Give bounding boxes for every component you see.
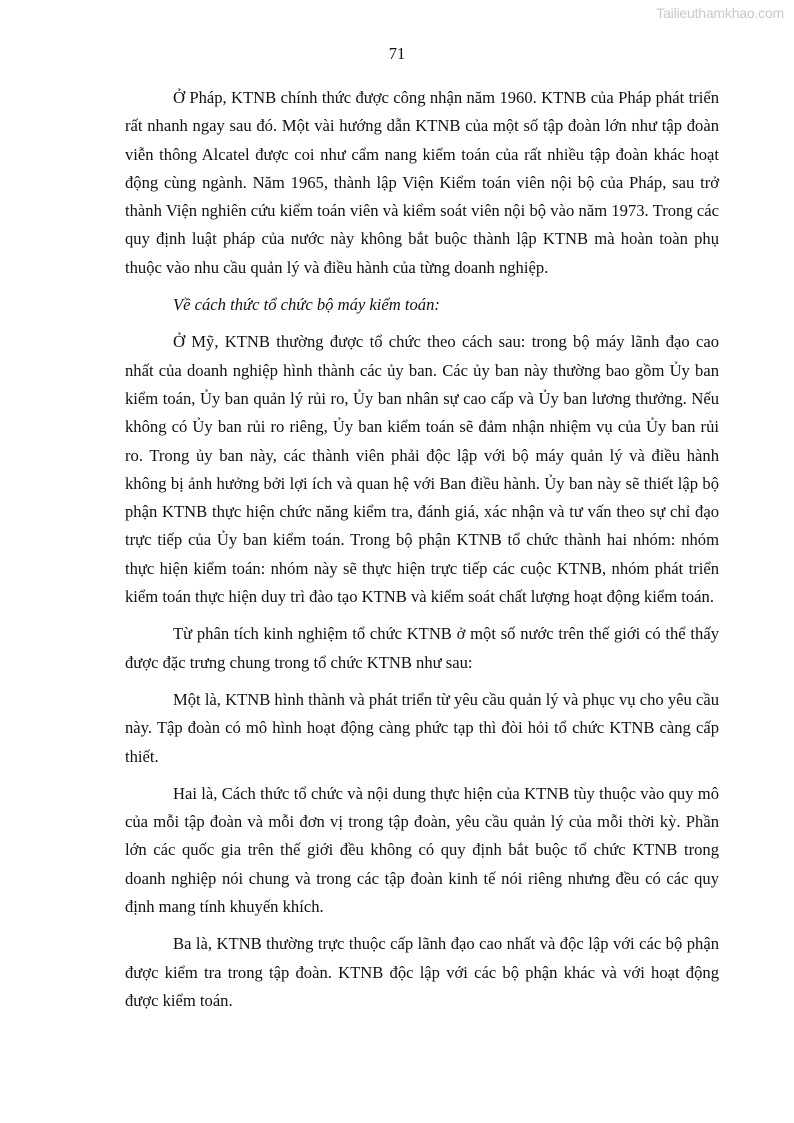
- paragraph-point-three: Ba là, KTNB thường trực thuộc cấp lãnh đạo cao nhất và độc lập với các bộ phận được kiểm tra trong tập đoàn. KTNB độc lập với các bộ phận khác và với hoạt động được kiểm toán.: [125, 934, 719, 1010]
- page-number: 71: [388, 44, 406, 63]
- paragraph-point-one: Một là, KTNB hình thành và phát triển từ yêu cầu quản lý và phục vụ cho yêu cầu này. Tập đoàn có mô hình hoạt động càng phức tạp thì đòi hỏi tổ chức KTNB càng cấp thiết.: [125, 689, 719, 766]
- paragraph-usa: Ở Mỹ, KTNB thường được tổ chức theo cách sau: trong bộ máy lãnh đạo cao nhất của doanh nghiệp hình thành các ủy ban. Các ủy ban này thường bao gồm Ủy ban kiểm toán, Ủy ban quản lý rủi ro, Ủy ban nhân sự cao cấp và Ủy ban lương thưởng. Nếu không có Ủy ban rủi ro riêng, Ủy ban kiểm toán sẽ đảm nhận nhiệm vụ của Ủy ban rủi ro. Trong ủy ban này, các thành viên phải độc lập với bộ máy quản lý và điều hành không bị ảnh hưởng bởi lợi ích và quan hệ với Ban điều hành. Ủy ban này sẽ thiết lập bộ phận KTNB thực hiện chức năng kiểm tra, đánh giá, xác nhận và tư vấn theo sự chỉ đạo trực tiếp của Ủy ban kiểm toán. Trong bộ phận KTNB tổ chức thành hai nhóm: nhóm thực hiện kiểm toán: nhóm này sẽ thực hiện trực tiếp các cuộc KTNB, nhóm phát triển kiểm toán thực hiện duy trì đào tạo KTNB và kiểm soát chất lượng hoạt động kiểm toán.: [125, 332, 719, 607]
- paragraph-summary-intro: Từ phân tích kinh nghiệm tổ chức KTNB ở một số nước trên thế giới có thể thấy được đặc trưng chung trong tổ chức KTNB như sau:: [125, 624, 719, 672]
- watermark: Tailieuthamkhao.com: [656, 5, 784, 21]
- paragraph-france: Ở Pháp, KTNB chính thức được công nhận năm 1960. KTNB của Pháp phát triển rất nhanh ngay sau đó. Một vài hướng dẫn KTNB của một số tập đoàn lớn như tập đoàn viễn thông Alcatel được coi như cẩm nang kiểm toán của rất nhiều tập đoàn khác hoạt động cùng ngành. Năm 1965, thành lập Viện Kiểm toán viên nội bộ của Pháp, sau trở thành Viện nghiên cứu kiểm toán viên và kiểm soát viên nội bộ vào năm 1973. Trong các quy định luật pháp của nước này không bắt buộc thành lập KTNB mà hoàn toàn phụ thuộc vào nhu cầu quản lý và điều hành của từng doanh nghiệp.: [125, 88, 719, 277]
- section-subheading: Về cách thức tổ chức bộ máy kiểm toán:: [173, 295, 440, 315]
- paragraph-point-two: Hai là, Cách thức tổ chức và nội dung thực hiện của KTNB tùy thuộc vào quy mô của mỗi tập đoàn và mỗi đơn vị trong tập đoàn, yêu cầu quản lý của mỗi thời kỳ. Phần lớn các quốc gia trên thế giới đều không có quy định bắt buộc tổ chức KTNB trong doanh nghiệp nói chung và trong các tập đoàn kinh tế nói riêng nhưng đều có các quy định mang tính khuyến khích.: [125, 783, 719, 917]
- document-body: [125, 84, 719, 1024]
